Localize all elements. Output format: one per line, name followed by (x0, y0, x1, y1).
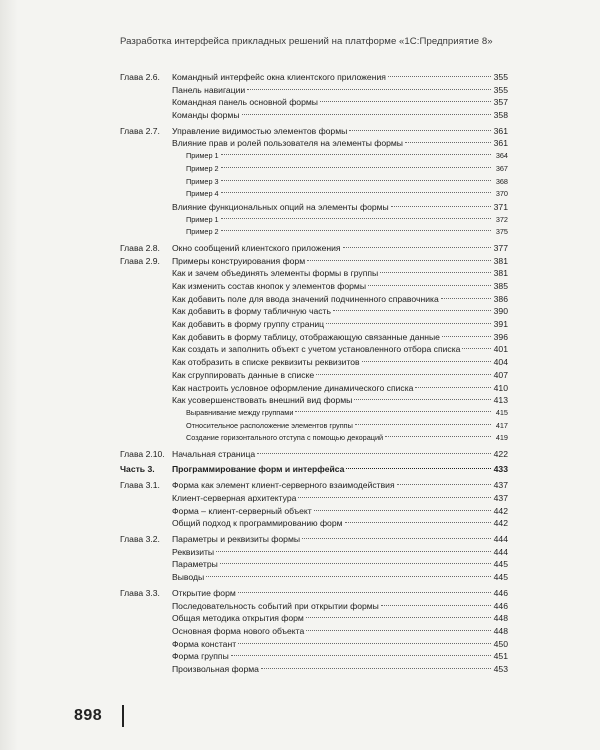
toc-page-number: 396 (493, 331, 508, 342)
toc-entry-row (0, 600, 600, 613)
toc-entry (172, 382, 508, 394)
toc-page-number: 437 (493, 480, 508, 491)
toc-page-number: 375 (495, 227, 508, 237)
toc-dot-leader (221, 192, 491, 193)
toc-entry (186, 163, 508, 175)
toc-subentry-row (0, 420, 600, 433)
toc-entry-row (0, 201, 600, 214)
toc-entry-title: Форма констант (172, 638, 237, 649)
toc-entry (172, 255, 508, 267)
toc-entry-title: Выравнивание между группами (186, 407, 294, 417)
toc-dot-leader (221, 154, 491, 155)
toc-entry-row (0, 558, 600, 571)
toc-dot-leader (257, 453, 491, 454)
toc-entry (186, 407, 508, 419)
toc-dot-leader (326, 323, 491, 324)
toc-entry (172, 331, 508, 343)
toc-chapter-label: Часть 3. (120, 463, 155, 474)
toc-page-number: 370 (495, 189, 508, 199)
toc-subentry-row (0, 163, 600, 176)
toc-dot-leader (355, 424, 491, 425)
toc-dot-leader (397, 484, 491, 485)
toc-entry-title: Пример 1 (186, 151, 219, 161)
toc-entry-row (0, 394, 600, 407)
toc-page-number: 444 (493, 534, 508, 545)
toc-page-number: 364 (495, 151, 508, 161)
toc-entry (172, 533, 508, 545)
toc-dot-leader (261, 668, 491, 669)
toc-page-number: 381 (493, 268, 508, 279)
toc-entry-row (0, 305, 600, 318)
toc-entry (172, 463, 508, 475)
toc-entry-title: Создание горизонтального отступа с помощью декораций (186, 433, 384, 443)
toc-entry-title: Панель навигации (172, 84, 246, 95)
toc-page-number: 448 (493, 625, 508, 636)
toc-dot-leader (346, 468, 491, 469)
toc-entry-row (0, 267, 600, 280)
toc-entry-title: Пример 1 (186, 214, 219, 224)
toc-dot-leader (216, 551, 491, 552)
toc-entry-title: Общая методика открытия форм (172, 613, 304, 624)
toc-entry (172, 343, 508, 355)
toc-entry-title: Параметры (172, 559, 218, 570)
toc-entry (186, 150, 508, 162)
toc-page-number: 355 (493, 84, 508, 95)
toc-entry-row (0, 242, 600, 255)
toc-entry-title: Основная форма нового объекта (172, 625, 305, 636)
toc-entry-row (0, 479, 600, 492)
toc-subentry-row (0, 214, 600, 227)
toc-part-row (0, 463, 600, 476)
toc-page-number: 448 (493, 613, 508, 624)
toc-entry-title: Как отобразить в списке реквизиты реквизитов (172, 357, 360, 368)
toc-dot-leader (362, 361, 491, 362)
toc-entry-title: Пример 4 (186, 189, 219, 199)
toc-page-number: 415 (495, 407, 508, 417)
toc-entry (172, 96, 508, 108)
toc-subentry-row (0, 226, 600, 239)
toc-entry (172, 84, 508, 96)
toc-entry-row (0, 587, 600, 600)
toc-entry-row (0, 84, 600, 97)
toc-entry (172, 625, 508, 637)
toc-entry (172, 137, 508, 149)
toc-entry-title: Как добавить поле для ввода значений подчиненного справочника (172, 293, 439, 304)
toc-entry (172, 663, 508, 675)
toc-dot-leader (314, 510, 491, 511)
toc-page-number: 361 (493, 125, 508, 136)
toc-page-number: 385 (493, 281, 508, 291)
page-number: 898 (74, 707, 103, 724)
toc-entry-row (0, 331, 600, 344)
toc-entry (172, 638, 508, 650)
toc-dot-leader (333, 310, 491, 311)
toc-entry-title: Последовательность событий при открытии формы (172, 600, 379, 611)
toc-chapter-label: Глава 2.8. (120, 242, 160, 253)
toc-page-number: 386 (493, 293, 508, 304)
toc-dot-leader (295, 411, 491, 412)
toc-dot-leader (415, 387, 491, 388)
toc-page-number: 433 (493, 463, 508, 474)
toc-dot-leader (343, 247, 491, 248)
toc-entry (186, 176, 508, 188)
toc-page-number: 372 (495, 214, 508, 224)
toc-entry-row (0, 546, 600, 559)
toc-entry-row (0, 356, 600, 369)
toc-entry-title: Форма группы (172, 651, 229, 662)
toc-dot-leader (221, 218, 491, 219)
toc-dot-leader (354, 399, 491, 400)
toc-page-number: 422 (493, 448, 508, 459)
toc-entry (172, 293, 508, 305)
toc-dot-leader (388, 76, 491, 77)
toc-entry-title: Форма – клиент-серверный объект (172, 505, 312, 516)
toc-entry-title: Клиент-серверная архитектура (172, 493, 297, 503)
toc-dot-leader (238, 592, 491, 593)
toc-entry-title: Как добавить в форму группу страниц (172, 319, 325, 330)
toc-entry (172, 267, 508, 279)
toc-dot-leader (405, 142, 491, 143)
toc-entry-title: Пример 2 (186, 163, 219, 173)
toc-dot-leader (316, 374, 491, 375)
toc-page-number: 453 (493, 663, 508, 674)
toc-entry-row (0, 650, 600, 663)
toc-subentry-row (0, 432, 600, 445)
toc-dot-leader (221, 230, 491, 231)
toc-subentry-row (0, 188, 600, 201)
toc-entry-row (0, 448, 600, 461)
toc-entry-row (0, 625, 600, 638)
toc-entry (172, 109, 508, 121)
toc-entry-title: Произвольная форма (172, 663, 259, 674)
page-number-rule (122, 705, 124, 727)
toc-entry-title: Выводы (172, 572, 205, 583)
toc-entry-title: Окно сообщений клиентского приложения (172, 242, 341, 253)
toc-dot-leader (306, 617, 491, 618)
toc-entry-title: Как и зачем объединять элементы формы в группы (172, 268, 379, 279)
toc-dot-leader (320, 101, 491, 102)
toc-page-number: 437 (493, 493, 508, 503)
toc-page-number: 404 (493, 357, 508, 368)
toc-page-number: 401 (493, 344, 508, 355)
toc-entry (172, 280, 508, 292)
toc-dot-leader (231, 655, 491, 656)
toc-entry-title: Реквизиты (172, 546, 215, 557)
toc-entry-title: Влияние функциональных опций на элементы формы (172, 201, 389, 212)
toc-entry-title: Программирование форм и интерфейса (172, 463, 345, 474)
toc-entry-title: Пример 3 (186, 176, 219, 186)
toc-entry-title: Как изменить состав кнопок у элементов формы (172, 281, 367, 291)
toc-entry (186, 432, 508, 444)
toc-entry-row (0, 71, 600, 84)
toc-chapter-label: Глава 3.2. (120, 534, 160, 545)
toc-dot-leader (385, 436, 491, 437)
toc-page-number: 419 (495, 433, 508, 443)
toc-page-number: 450 (493, 638, 508, 649)
toc-entry (172, 505, 508, 517)
toc-entry-row (0, 612, 600, 625)
toc-page-number: 358 (493, 110, 508, 121)
toc-entry (172, 318, 508, 330)
toc-subentry-row (0, 176, 600, 189)
toc-entry (172, 546, 508, 558)
toc-entry-row (0, 293, 600, 306)
toc-dot-leader (306, 630, 491, 631)
toc-entry-row (0, 492, 600, 505)
toc-chapter-label: Глава 2.9. (120, 255, 160, 266)
toc-chapter-label: Глава 3.1. (120, 480, 160, 491)
toc-entry (172, 479, 508, 491)
toc-entry-title: Как добавить в форму табличную часть (172, 306, 331, 317)
toc-page-number: 444 (493, 546, 508, 557)
toc-entry-row (0, 137, 600, 150)
toc-chapter-label: Глава 3.3. (120, 587, 160, 598)
toc-dot-leader (349, 130, 491, 131)
toc-entry-row (0, 382, 600, 395)
toc-entry-title: Начальная страница (172, 448, 256, 459)
toc-dot-leader (441, 298, 491, 299)
toc-entry (172, 517, 508, 529)
toc-entry-title: Относительное расположение элементов группы (186, 420, 353, 430)
toc-page-number: 451 (493, 651, 508, 662)
toc-page-number: 381 (493, 255, 508, 266)
toc-chapter-label: Глава 2.7. (120, 125, 160, 136)
toc-dot-leader (242, 114, 491, 115)
toc-entry (172, 201, 508, 213)
toc-page-number: 445 (493, 559, 508, 570)
toc-dot-leader (462, 348, 491, 349)
toc-page-number: 361 (493, 138, 508, 149)
toc-entry-title: Как создать и заполнить объект с учетом установленного отбора списка (172, 344, 461, 355)
toc-dot-leader (368, 285, 491, 286)
toc-entry-title: Примеры конструирования форм (172, 255, 306, 266)
toc-entry-row (0, 369, 600, 382)
toc-subentry-row (0, 407, 600, 420)
toc-chapter-label: Глава 2.10. (120, 448, 165, 459)
toc-entry (186, 420, 508, 432)
toc-entry-row (0, 96, 600, 109)
toc-entry-row (0, 663, 600, 676)
toc-entry (172, 71, 508, 83)
toc-entry-row (0, 505, 600, 518)
toc-dot-leader (307, 260, 491, 261)
toc-entry-row (0, 517, 600, 530)
toc-entry (172, 125, 508, 137)
toc-entry-title: Влияние прав и ролей пользователя на элементы формы (172, 138, 403, 149)
toc-page-number: 413 (493, 395, 508, 406)
toc-dot-leader (247, 89, 491, 90)
toc-page-number: 410 (493, 382, 508, 393)
toc-dot-leader (206, 576, 491, 577)
toc-entry-row (0, 343, 600, 356)
toc-entry (172, 242, 508, 254)
toc-entry-title: Пример 2 (186, 227, 219, 237)
toc-entry (172, 394, 508, 406)
toc-dot-leader (221, 167, 491, 168)
toc-dot-leader (442, 336, 491, 337)
toc-page-number: 368 (495, 176, 508, 186)
toc-entry-row (0, 255, 600, 268)
toc-page-number: 371 (493, 201, 508, 212)
toc-entry (172, 492, 508, 504)
toc-entry (186, 226, 508, 238)
toc-page-number: 391 (493, 319, 508, 330)
toc-entry-title: Как настроить условное оформление динамического списка (172, 382, 414, 393)
toc-entry-title: Как сгруппировать данные в списке (172, 369, 315, 380)
toc-entry (186, 214, 508, 226)
toc-entry-title: Командная панель основной формы (172, 97, 318, 108)
toc-entry-title: Форма как элемент клиент-серверного взаимодействия (172, 480, 395, 491)
toc-entry (172, 369, 508, 381)
toc-entry-title: Командный интерфейс окна клиентского приложения (172, 72, 386, 82)
table-of-contents (0, 68, 600, 676)
toc-entry (172, 571, 508, 583)
toc-entry (172, 587, 508, 599)
toc-entry (172, 650, 508, 662)
toc-page-number: 367 (495, 163, 508, 173)
toc-page-number: 446 (493, 587, 508, 598)
toc-page-number: 390 (493, 306, 508, 317)
toc-entry-row (0, 125, 600, 138)
toc-entry-title: Общий подход к программированию форм (172, 518, 343, 529)
toc-entry (172, 448, 508, 460)
toc-dot-leader (391, 206, 491, 207)
toc-dot-leader (220, 563, 491, 564)
toc-entry (172, 356, 508, 368)
toc-page-number: 445 (493, 572, 508, 583)
toc-page-number: 357 (493, 97, 508, 108)
toc-entry-row (0, 533, 600, 546)
toc-entry-title: Как усовершенствовать внешний вид формы (172, 395, 353, 406)
toc-entry-row (0, 280, 600, 293)
toc-page-number: 417 (495, 420, 508, 430)
toc-entry-title: Параметры и реквизиты формы (172, 534, 301, 545)
toc-dot-leader (221, 180, 491, 181)
toc-page-number: 442 (493, 505, 508, 516)
toc-entry-title: Открытие форм (172, 587, 236, 598)
toc-page-number: 377 (493, 242, 508, 253)
toc-dot-leader (238, 643, 491, 644)
toc-chapter-label: Глава 2.6. (120, 72, 160, 82)
toc-page-number: 407 (493, 369, 508, 380)
toc-entry (172, 305, 508, 317)
toc-page-number: 442 (493, 518, 508, 529)
running-header: Разработка интерфейса прикладных решений на платформе «1С:Предприятие 8» (120, 36, 493, 47)
toc-entry (172, 600, 508, 612)
toc-entry-row (0, 638, 600, 651)
toc-dot-leader (298, 497, 491, 498)
toc-entry-row (0, 109, 600, 122)
toc-dot-leader (380, 272, 491, 273)
toc-entry-row (0, 318, 600, 331)
toc-entry-title: Как добавить в форму таблицу, отображающую связанные данные (172, 331, 440, 342)
toc-entry-title: Команды формы (172, 110, 240, 121)
toc-dot-leader (345, 522, 491, 523)
toc-dot-leader (381, 605, 491, 606)
toc-dot-leader (302, 538, 491, 539)
toc-entry-title: Управление видимостью элементов формы (172, 125, 348, 136)
toc-entry-row (0, 571, 600, 584)
toc-entry (172, 612, 508, 624)
toc-entry (186, 188, 508, 200)
toc-subentry-row (0, 150, 600, 163)
toc-page-number: 355 (493, 72, 508, 82)
toc-entry (172, 558, 508, 570)
toc-page-number: 446 (493, 600, 508, 611)
